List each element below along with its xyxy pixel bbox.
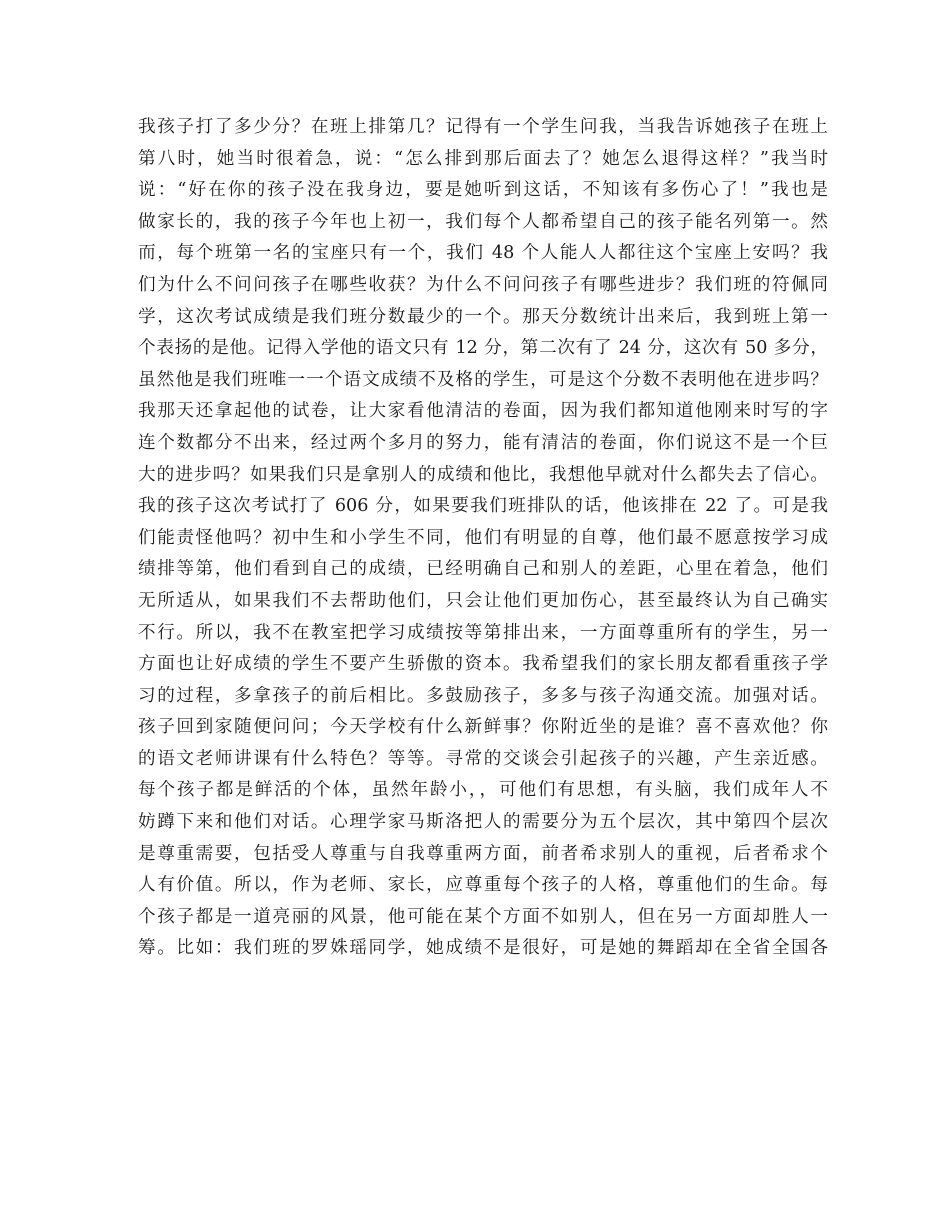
text-line: 我的孩子这次考试打了 606 分，如果要我们班排队的话，他该排在 22 了。可是我 — [138, 496, 828, 517]
text-line: 虽然他是我们班唯一一个语文成绩不及格的学生，可是这个分数不表明他在进步吗？ — [138, 369, 828, 390]
text-line: 筹。比如：我们班的罗姝瑶同学，她成绩不是很好，可是她的舞蹈却在全省全国各 — [138, 938, 828, 959]
text-line: 的语文老师讲课有什么特色？等等。寻常的交谈会引起孩子的兴趣，产生亲近感。 — [138, 748, 828, 769]
text-line: 说：“好在你的孩子没在我身边，要是她听到这话，不知该有多伤心了！”我也是 — [138, 180, 828, 201]
text-line: 是尊重需要，包括受人尊重与自我尊重两方面，前者希求别人的重视，后者希求个 — [138, 843, 828, 864]
text-line: 学，这次考试成绩是我们班分数最少的一个。那天分数统计出来后，我到班上第一 — [138, 306, 828, 327]
text-line: 不行。所以，我不在教室把学习成绩按等第排出来，一方面尊重所有的学生，另一 — [138, 622, 828, 643]
text-line: 大的进步吗？如果我们只是拿别人的成绩和他比，我想他早就对什么都失去了信心。 — [138, 464, 828, 485]
text-line: 绩排等第，他们看到自己的成绩，已经明确自己和别人的差距，心里在着急，他们 — [138, 559, 828, 580]
text-line: 妨蹲下来和他们对话。心理学家马斯洛把人的需要分为五个层次，其中第四个层次 — [138, 812, 828, 833]
text-line: 连个数都分不出来，经过两个多月的努力，能有清洁的卷面，你们说这不是一个巨 — [138, 432, 828, 453]
text-line: 个孩子都是一道亮丽的风景，他可能在某个方面不如别人，但在另一方面却胜人一 — [138, 906, 828, 927]
text-line: 们为什么不问问孩子在哪些收获？为什么不问问孩子有哪些进步？我们班的符佩同 — [138, 274, 828, 295]
text-line: 每个孩子都是鲜活的个体，虽然年龄小，，可他们有思想，有头脑，我们成年人不 — [138, 780, 828, 801]
text-line: 方面也让好成绩的学生不要产生骄傲的资本。我希望我们的家长朋友都看重孩子学 — [138, 654, 828, 675]
text-line: 个表扬的是他。记得入学他的语文只有 12 分，第二次有了 24 分，这次有 50 多分， — [138, 338, 828, 359]
text-line: 做家长的，我的孩子今年也上初一，我们每个人都希望自己的孩子能名列第一。然 — [138, 211, 828, 232]
text-line: 而，每个班第一名的宝座只有一个，我们 48 个人能人人都往这个宝座上安吗？我 — [138, 243, 828, 264]
body-text — [138, 112, 828, 965]
text-line: 第八时，她当时很着急，说：“怎么排到那后面去了？她怎么退得这样？”我当时 — [138, 148, 828, 169]
text-line: 无所适从，如果我们不去帮助他们，只会让他们更加伤心，甚至最终认为自己确实 — [138, 590, 828, 611]
text-line: 孩子回到家随便问问；今天学校有什么新鲜事？你附近坐的是谁？喜不喜欢他？你 — [138, 717, 828, 738]
text-line: 人有价值。所以，作为老师、家长，应尊重每个孩子的人格，尊重他们的生命。每 — [138, 875, 828, 896]
text-line: 们能责怪他吗？初中生和小学生不同，他们有明显的自尊，他们最不愿意按学习成 — [138, 527, 828, 548]
text-line: 习的过程，多拿孩子的前后相比。多鼓励孩子，多多与孩子沟通交流。加强对话。 — [138, 685, 828, 706]
text-line: 我孩子打了多少分？在班上排第几？记得有一个学生问我，当我告诉她孩子在班上 — [138, 117, 828, 137]
text-line: 我那天还拿起他的试卷，让大家看他清洁的卷面，因为我们都知道他刚来时写的字 — [138, 401, 828, 422]
